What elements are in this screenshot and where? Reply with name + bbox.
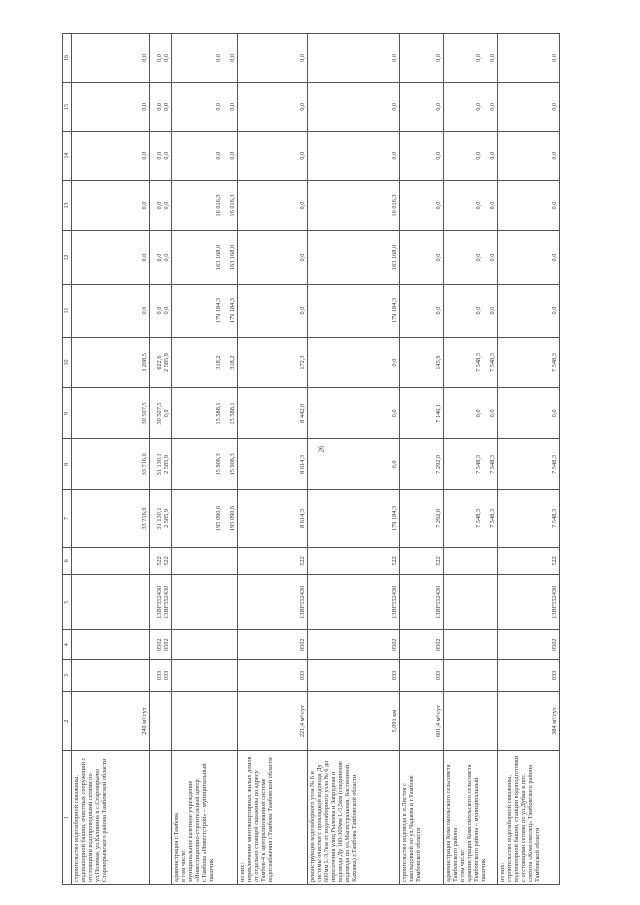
value-cell: 0,0 bbox=[308, 439, 400, 490]
value-cell: 5,091 км bbox=[308, 691, 400, 750]
value-cell: 0,0 0,0 bbox=[150, 231, 172, 284]
value-cell: 179 184,3 bbox=[308, 284, 400, 337]
value-cell: 16 016,3 16 016,3 bbox=[172, 180, 238, 231]
value-cell: 0,0 0,0 bbox=[150, 82, 172, 131]
value-cell: 0502 bbox=[238, 630, 308, 660]
value-cell: 0,0 0,0 bbox=[444, 131, 498, 180]
value-cell: 0,0 bbox=[238, 34, 308, 83]
column-number: 7 bbox=[63, 490, 72, 547]
row-description-cell: из них: строительство водозаборной скважины, водонапорной башни, станции водоподготовки с отстоящими сетями по ул.Дубки в пос. совхоза «Комсомолец» Тамбовского района Тамбовской области bbox=[498, 751, 560, 885]
table-row bbox=[400, 34, 444, 885]
value-cell: 0,0 bbox=[308, 34, 400, 83]
value-cell: 0502 bbox=[308, 630, 400, 660]
value-cell bbox=[72, 547, 150, 575]
value-cell bbox=[444, 660, 498, 692]
value-cell: 0,0 bbox=[498, 131, 560, 180]
page-number: 26 bbox=[317, 445, 326, 453]
column-number: 12 bbox=[63, 231, 72, 284]
value-cell: 15 588,1 15 588,1 bbox=[172, 388, 238, 439]
value-cell: 3 208,5 bbox=[72, 337, 150, 388]
value-cell: 0,0 bbox=[498, 284, 560, 337]
value-cell bbox=[172, 660, 238, 692]
value-cell: 0,0 bbox=[238, 82, 308, 131]
value-cell: 0,0 bbox=[72, 34, 150, 83]
value-cell: 0,0 0,0 bbox=[150, 180, 172, 231]
row-description-cell: реконструкция водозаборного узла № 6 и системы очистки с прокладкой водовода Ду 600мм L-3,7км от водозаборного узла № 6 до пересечения улиц Рылеева и Запрудная и водовода Ду 160-300мм L-5,5км (соединение водовода по ул.Магистральная, Бастионной, Каховка) г.Тамбова Тамбовской области bbox=[308, 751, 400, 885]
value-cell: 195 090,6 195 090,6 bbox=[172, 490, 238, 547]
value-cell: 0,0 0,0 bbox=[444, 34, 498, 83]
column-number: 6 bbox=[63, 547, 72, 575]
value-cell bbox=[444, 547, 498, 575]
table-row bbox=[308, 34, 400, 885]
row-description-cell: из них: переключение многоквартирных жилых домов от отдельно стоящей скважины по адресу Тамбов-4 к централизованной системе водоснабжения г.Тамбова Тамбовской области bbox=[238, 751, 308, 885]
value-cell: 7 548,3 7 548,3 bbox=[444, 439, 498, 490]
row-description-cell: строительство водозаборной скважины, водонапорной башни, очистных сооружений с отстоящими водопроводными сетями по ул.Полевая, ул.Калинина в с.Староюрьево Староюрьевского района Тамбовской области bbox=[72, 751, 150, 885]
value-cell: 8 614,3 bbox=[238, 439, 308, 490]
table-row bbox=[150, 34, 172, 885]
value-cell: 7 548,3 bbox=[498, 490, 560, 547]
table-row bbox=[498, 34, 560, 885]
value-cell bbox=[444, 575, 498, 630]
value-cell: 8 442,0 bbox=[238, 388, 308, 439]
value-cell: 13BF552430 bbox=[400, 575, 444, 630]
value-cell: 0,0 bbox=[400, 180, 444, 231]
column-number: 2 bbox=[63, 691, 72, 750]
value-cell bbox=[444, 630, 498, 660]
value-cell: 522 522 bbox=[150, 547, 172, 575]
column-number: 9 bbox=[63, 388, 72, 439]
value-cell: 30 507,5 0,0 bbox=[150, 388, 172, 439]
row-description-cell: администрация Комсомольского сельсовета Тамбовского района в том числе: администрация Комсомольского сельсовета Тамбовского района – муниципальный заказчик bbox=[444, 751, 498, 885]
value-cell: 7 292,0 bbox=[400, 439, 444, 490]
value-cell: 0,0 bbox=[72, 82, 150, 131]
value-cell: 522 bbox=[238, 547, 308, 575]
value-cell: 384 м³/сут bbox=[498, 691, 560, 750]
value-cell: 13BF552430 bbox=[498, 575, 560, 630]
value-cell: 0,0 bbox=[238, 180, 308, 231]
value-cell: 0,0 bbox=[72, 231, 150, 284]
value-cell: 33 716,0 bbox=[72, 490, 150, 547]
value-cell: 7 548,3 7 548,3 bbox=[444, 490, 498, 547]
value-cell: 13BF552430 bbox=[308, 575, 400, 630]
value-cell: 0,0 0,0 bbox=[150, 131, 172, 180]
value-cell: 13BF552430 bbox=[238, 575, 308, 630]
value-cell: 0,0 bbox=[400, 284, 444, 337]
value-cell: 0,0 bbox=[308, 388, 400, 439]
value-cell: 163 168,0 bbox=[308, 231, 400, 284]
value-cell: 7 292,0 bbox=[400, 490, 444, 547]
value-cell: 0,0 bbox=[308, 82, 400, 131]
value-cell: 7 548,3 bbox=[498, 439, 560, 490]
value-cell: 221,4 м³/сут bbox=[238, 691, 308, 750]
table-row bbox=[238, 34, 308, 885]
value-cell bbox=[72, 630, 150, 660]
value-cell: 0,0 bbox=[498, 34, 560, 83]
value-cell bbox=[172, 630, 238, 660]
value-cell: 0,0 0,0 bbox=[172, 34, 238, 83]
column-number: 4 bbox=[63, 630, 72, 660]
value-cell: 0502 0502 bbox=[150, 630, 172, 660]
value-cell bbox=[72, 575, 150, 630]
value-cell: 0,0 bbox=[498, 388, 560, 439]
value-cell: 318,2 318,2 bbox=[172, 337, 238, 388]
value-cell: 179 184,3 bbox=[308, 490, 400, 547]
value-cell: 0,0 bbox=[238, 231, 308, 284]
value-cell: 33 716,0 bbox=[72, 439, 150, 490]
row-description-cell: администрация г.Тамбова в том числе: муниципальное казенное учреждение «Инвестиционно-строительный центр г.Тамбова «Инвестстрой» – муниципальный заказчик bbox=[172, 751, 238, 885]
column-number: 13 bbox=[63, 180, 72, 231]
value-cell: 0,0 bbox=[400, 82, 444, 131]
column-number: 15 bbox=[63, 82, 72, 131]
value-cell bbox=[150, 691, 172, 750]
value-cell: 0,0 bbox=[498, 82, 560, 131]
value-cell: 0,0 0,0 bbox=[444, 284, 498, 337]
value-cell: 16 016,3 bbox=[308, 180, 400, 231]
value-cell: 522 bbox=[400, 547, 444, 575]
column-number: 1 bbox=[63, 751, 72, 885]
column-number: 3 bbox=[63, 660, 72, 692]
value-cell bbox=[72, 660, 150, 692]
value-cell: 0,0 bbox=[400, 131, 444, 180]
value-cell: 7 548,3 7 548,3 bbox=[444, 337, 498, 388]
table-row bbox=[444, 34, 498, 885]
value-cell: 0,0 bbox=[72, 180, 150, 231]
value-cell: 0502 bbox=[498, 630, 560, 660]
value-cell: 522 bbox=[308, 547, 400, 575]
value-cell: 31 130,1 2 585,9 bbox=[150, 439, 172, 490]
value-cell: 0,0 bbox=[72, 284, 150, 337]
value-cell: 0,0 bbox=[238, 131, 308, 180]
value-cell: 0,0 0,0 bbox=[444, 180, 498, 231]
value-cell: 7 146,1 bbox=[400, 388, 444, 439]
budget-table bbox=[62, 33, 560, 885]
column-number: 10 bbox=[63, 337, 72, 388]
value-cell: 30 507,5 bbox=[72, 388, 150, 439]
column-number: 11 bbox=[63, 284, 72, 337]
value-cell: 0,0 bbox=[498, 180, 560, 231]
value-cell: 601,4 м³/сут bbox=[400, 691, 444, 750]
value-cell: 0,0 0,0 bbox=[172, 131, 238, 180]
value-cell: 0,0 bbox=[400, 231, 444, 284]
value-cell bbox=[444, 691, 498, 750]
value-cell: 31 130,1 2 585,9 bbox=[150, 490, 172, 547]
value-cell: 0,0 bbox=[400, 34, 444, 83]
value-cell: 13BF552430 13BF552430 bbox=[150, 575, 172, 630]
row-description-cell: строительство водовода в п.Листок с закольцовкой по ул.Чадаева в г.Тамбове Тамбовской области bbox=[400, 751, 444, 885]
value-cell: 8 614,3 bbox=[238, 490, 308, 547]
value-cell: 0,0 0,0 bbox=[444, 82, 498, 131]
value-cell: 0,0 bbox=[498, 231, 560, 284]
row-description-cell bbox=[150, 751, 172, 885]
value-cell: 145,9 bbox=[400, 337, 444, 388]
column-number: 5 bbox=[63, 575, 72, 630]
value-cell: 0,0 bbox=[238, 284, 308, 337]
value-cell: 033 bbox=[498, 660, 560, 692]
value-cell: 033 bbox=[238, 660, 308, 692]
value-cell: 0,0 0,0 bbox=[172, 82, 238, 131]
value-cell: 033 bbox=[308, 660, 400, 692]
value-cell: 0,0 bbox=[308, 337, 400, 388]
value-cell bbox=[172, 547, 238, 575]
value-cell: 7 548,3 bbox=[498, 337, 560, 388]
value-cell: 179 184,3 179 184,3 bbox=[172, 284, 238, 337]
value-cell: 0,0 0,0 bbox=[444, 388, 498, 439]
column-number: 8 bbox=[63, 439, 72, 490]
value-cell: 033 bbox=[400, 660, 444, 692]
value-cell: 0,0 0,0 bbox=[150, 284, 172, 337]
table-row bbox=[172, 34, 238, 885]
value-cell bbox=[172, 575, 238, 630]
value-cell: 15 906,3 15 906,3 bbox=[172, 439, 238, 490]
value-cell: 240 м³/сут bbox=[72, 691, 150, 750]
column-number-row bbox=[63, 34, 72, 885]
value-cell: 0,0 0,0 bbox=[444, 231, 498, 284]
column-number: 14 bbox=[63, 131, 72, 180]
value-cell bbox=[172, 691, 238, 750]
value-cell: 522 bbox=[498, 547, 560, 575]
value-cell: 622,6 2 585,9 bbox=[150, 337, 172, 388]
value-cell: 033 033 bbox=[150, 660, 172, 692]
table-row bbox=[72, 34, 150, 885]
value-cell: 0,0 0,0 bbox=[150, 34, 172, 83]
column-number: 16 bbox=[63, 34, 72, 83]
value-cell: 0,0 bbox=[308, 131, 400, 180]
value-cell: 172,3 bbox=[238, 337, 308, 388]
value-cell: 163 168,0 163 168,0 bbox=[172, 231, 238, 284]
value-cell: 0,0 bbox=[72, 131, 150, 180]
value-cell: 0502 bbox=[400, 630, 444, 660]
